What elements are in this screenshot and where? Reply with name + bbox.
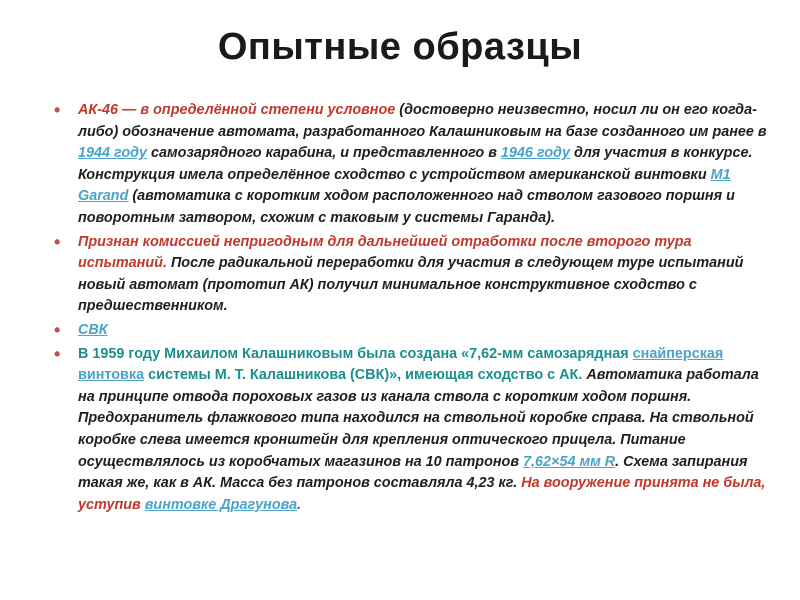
ak46-text-3: для участия в конкурсе. Конструкция имела определённое сходство с устройством американской винтовки [78,145,753,183]
bullet-svk [78,320,778,342]
rejected-text: После радикальной переработки для участия в следующем туре испытаний новый автомат (прототип АК) получил минимальное конструктивное сходство с предшественником. [78,255,744,315]
ak46-text-2: самозарядного карабина, и представленного в [147,145,501,162]
svk-end: . [297,496,302,513]
ak46-text: (достоверно неизвестно, носил ли он его когда-либо) обозначение автомата, разработанного Калашниковым на базе созданного им ранее в [78,102,767,140]
link-cartridge[interactable]: 7,62×54 мм R [523,453,616,470]
ak46-text-4: (автоматика с коротким ходом расположенного над стволом газового поршня и поворотным затвором, схожим с таковым у системы Гаранда). [78,188,735,226]
link-dragunov[interactable]: винтовке Драгунова [144,496,298,513]
link-m1-garand[interactable]: M1 Garand [78,166,731,205]
bullet-list [56,100,778,518]
svk-not-adopted: На вооружение принята не была, уступив [78,475,766,513]
svk-lead-2: системы М. Т. Калашникова (СВК)», имеющая сходство с АК. [144,367,583,384]
rejected-lead: Признан комиссией непригодным для дальнейшей отработки после второго тура испытаний. [78,233,692,272]
slide-title: Опытные образцы [217,26,583,68]
link-1944[interactable]: 1944 году [78,145,148,162]
svk-text-2: . Схема запирания такая же, как в АК. Масса без патронов составляла 4,23 кг. [78,453,748,492]
bullet-ak46 [78,100,778,230]
svk-lead: В 1959 году Михаилом Калашниковым была создана «7,62-мм самозарядная [78,345,633,362]
link-svk[interactable]: СВК [78,321,108,338]
link-1946[interactable]: 1946 году [500,145,570,162]
svk-text: Автоматика работала на принципе отвода пороховых газов из канала ствола с коротким ходом поршня. Предохранитель флажкового типа находился на ствольной коробке справа. На ствольной коробке слева имеется кронштейн для крепления оптического прицела. Питание осуществлялось из коробчатых магазинов на 10 патронов [78,367,759,470]
ak46-lead: АК-46 — в определённой степени условное [78,102,396,118]
bullet-svk-description [78,344,778,517]
bullet-rejected [78,232,778,318]
link-sniper-rifle[interactable]: снайперская винтовка [78,345,724,384]
